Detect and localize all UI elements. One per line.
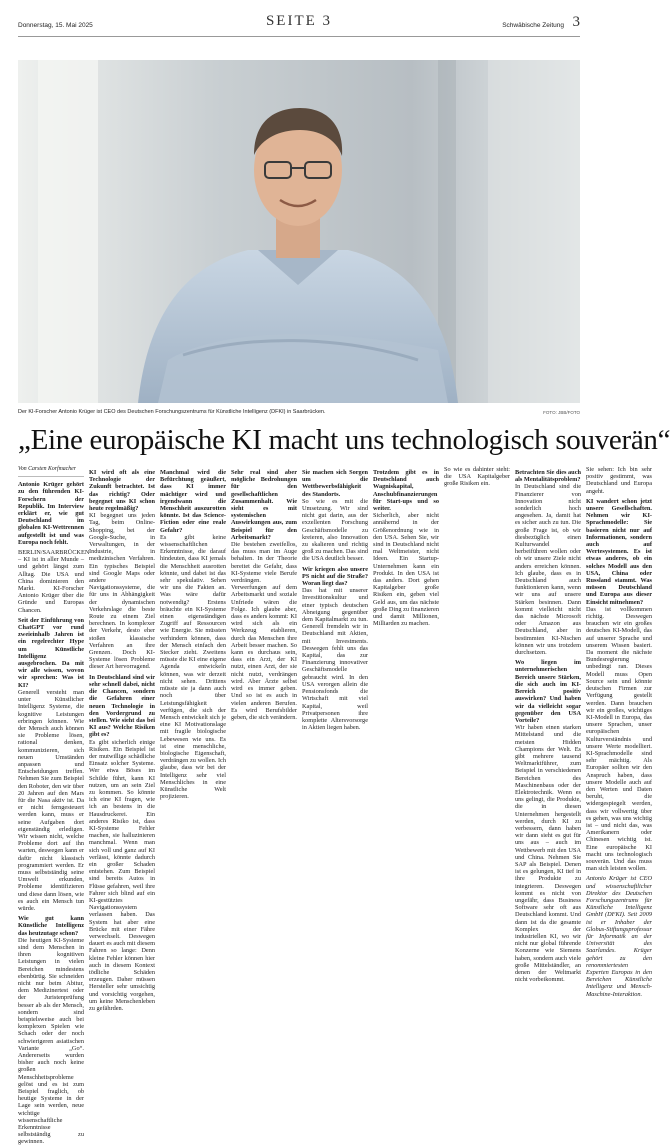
answer: Es gibt keine wissenschaftlichen Erkenntnisse, die darauf hindeuten, dass KI jemals die Menschheit ausrotten könnte, und dabei ist das sehr spekulativ. Sehen wir uns die Fakten an. Was wäre dafür notwendig? Erstens bräuchte ein KI-Systeme einen eigenständigen Zugriff auf Ressourcen wie Energie. Sie müssten verhindern können, dass der Mensch einfach den Stecker zieht. Zweitens müsste die KI eine eigene Agenda entwickeln können, was wir derzeit nicht sehen. Drittens müsste sie ja dann auch noch über Leistungsfähigkeit verfügen, die sich der Mensch entwickelt sich je eine KI Motivationslage mit fragile biologische Lebewesen wie uns. Es ist eine menschliche, biologische Eigenschaft, verdrängen zu wollen. Ich glaube, dass wir bei der Intelligenz sehr viel Menschliches in eine Künstliche Welt projizieren. bbox=[160, 533, 226, 801]
article-column-9 bbox=[586, 466, 652, 998]
question: Wie gut kann Künstliche Intelligenz das heutzutage schon? bbox=[18, 915, 84, 937]
question: Wo liegen im unternehmerischen Bereich unsere Stärken, die sich auch im KI-Bereich positiv auswirken? Und haben wir da vielleicht sogar gegenüber den USA Vorteile? bbox=[515, 659, 581, 724]
answer: Die bestehen zweifellos, das muss man im Auge behalten. In der Theorie bereitet die Gefahr, dass KI-Systeme viele Berufe verdrängen. Verwerfungen auf dem Arbeitsmarkt und soziale Unfriede wären die Folge. Ich glaube aber, dass es anders kommt: KI wird sich als ein Werkzeug etablieren, durch das Menschen ihre Arbeit besser machen. So kann es durchaus sein, dass ein Arzt, der KI nutzt, einen Arzt, der sie nicht nutzt, verdrängen wird. Aber Ärzte selbst wird es immer geben. Und so ist es auch in vielen anderen Berufen. Es wird Berufsbilder geben, die sich verändern. bbox=[231, 541, 297, 721]
photo-caption: Der KI-Forscher Antonio Krüger ist CEO des Deutschen Forschungszentrums für Künstliche Intelligenz (DFKI) in Saarbrücken. bbox=[18, 409, 326, 415]
answer: Das ist vollkommen richtig. Deswegen brauchen wir ein großes deutsches KI-Modell, das auf unserer Sprache und unserem Wissen basiert. Da moment die nächste Bundesregierung unbedingt ran. Dieses Modell muss Open Source sein und könnte deutschen Firmen zur Verfügung gestellt werden. Dann brauchen wir ein großes, wichtiges KI-Modell in Europa, das unsere Sprachen, unser europäischen Kulturverständnis und unsere Werte modelliert. KI-Sprachmodelle sind sehr mächtig. Als Europäer sollten wir den Anspruch haben, dass unsere Modelle auch auf den Werten und Daten beruht, die widergespiegelt werden, dass wir vollwertig über es gehen, was uns wichtig ist – und nicht das, was Amerikanern oder Chinesen wichtig ist. Eine europäische KI macht uns technologisch souverän. Und das muss man sich leisten wollen. bbox=[586, 605, 652, 873]
question: KI wird oft als eine Technologie der Zukunft betrachtet. Ist das richtig? Oder begegnet uns KI schon heute regelmäßig? bbox=[89, 469, 155, 513]
question: In Deutschland sind wir sehr schnell dabei, nicht die Chancen, sondern die Gefahren einer neuen Technologie in den Vordergrund zu stellen. Wie sieht das bei KI aus? Welche Risiken gibt es? bbox=[89, 673, 155, 739]
portrait-illustration bbox=[18, 60, 580, 403]
answer: Es gibt sicherlich einige Risiken. Ein Beispiel ist der mutwillige schädliche Einsatz solcher Systeme. Wer etwa Böses im Schilde führt, kann KI nutzen, um an sein Ziel zu kommen. So könnte ich eine KI fragen, wie ich an bestens in die Hausdruckerei. Ein anderes Risiko ist, dass KI-Systeme Fehler machen, sie halluzinieren manchmal. Wenn man sich voll und ganz auf KI verlässt, könnte dadurch ein großer Schaden entstehen. Zum Beispiel sind bereits Autos in Flüsse gefahren, weil ihre Fahrer sich blind auf ein KI-gestütztes Navigationssystem verlassen haben. Das System hat aber eine Brücke mit einer Fähre verwechselt. Deswegen dauert es auch mit diesem Fahren so lange: Denn kleine Fehler können hier auch in diesem Kontext tödliche Schäden erzeugen. Daher müssen Hersteller sehr umsichtig und vorsichtig vorgehen, um keine Menschenleben zu gefährden. bbox=[89, 738, 155, 1013]
article-column-7 bbox=[444, 466, 510, 866]
article-column-1 bbox=[18, 466, 90, 1146]
answer: So wie es mit die Umsetzung. Wir sind nicht gut darin, aus der exzellenten Forschung Geschäftsmodelle zu kreieren, also Innovation zu skalieren und richtig groß zu machen. Das sind die USA deutlich besser. bbox=[302, 497, 368, 563]
issue-date: Donnerstag, 15. Mai 2025 bbox=[18, 22, 93, 29]
page-number: 3 bbox=[572, 14, 580, 30]
author-bio: Antonio Krüger ist CEO und wissenschaftlicher Direktor des Deutschen Forschungszentrums für Künstliche Intelligenz GmbH (DFKI). Seit 2009 ist er Inhaber der Globus-Stiftungsprofessur für Informatik an der Universität des Saarlandes. Krüger gehört zu den renommiertesten Experten Europas in den Bereichen Künstliche Intelligenz und Mensch-Maschine-Interaktion. bbox=[586, 875, 652, 998]
article-column-6 bbox=[373, 466, 439, 866]
question: Sie machen sich Sorgen um die Wettbewerbsfähigkeit des Standorts. bbox=[302, 469, 368, 498]
answer: Die heutigen KI-Systeme sind dem Menschen in ihren kognitiven Leistungen in vielen Bereichen mindestens ebenbürtig. Sie schneiden nicht nur beim Abitur, dem Medizinertest oder der Juristenprüfung besser ab als der Mensch, sondern sind beispielsweise auch bei komplexen Spielen wie Schach oder der noch schwierigeren asiatischen Variante „Go“. Andererseits wurden bisher auch noch keine großen Menschheitsprobleme gelöst und es ist zum Beispiel fraglich, ob heutige Systeme in der Lage sein werden, neue wichtige wissenschaftliche Erkenntnisse selbstständig zu gewinnen. bbox=[18, 936, 84, 1146]
article-body bbox=[18, 466, 652, 1146]
article-headline: „Eine europäische KI macht uns technologisch souverän“ bbox=[18, 424, 670, 456]
intro-paragraph: BERLIN/SAARBRÜCKEN – KI ist in aller Munde – und gehört längst zum Alltag. Die USA und China dominieren den Markt. KI-Forscher Antonio Krüger über die Gründe und Europas Chancen. bbox=[18, 549, 90, 614]
section-title: SEITE 3 bbox=[265, 13, 333, 29]
question: Manchmal wird die Befürchtung geäußert, dass KI immer mächtiger wird und irgendwann die Menschheit auszurotten könnte. Ist das Science-Fiction oder eine reale Gefahr? bbox=[160, 469, 226, 534]
newspaper-name: Schwäbische Zeitung bbox=[502, 22, 564, 29]
answer: So wie es dahinter steht: die USA Kapitalgeber große Risiken ein. bbox=[444, 466, 510, 488]
question: Trotzdem gibt es in Deutschland auch Wagniskapital, Anschubfinanzierungen für Start-ups und so weiter. bbox=[373, 469, 439, 513]
article-column-3 bbox=[160, 466, 226, 866]
byline: Von Carsten Korfmacher bbox=[18, 466, 84, 477]
question: Betrachten Sie dies auch als Mentalitätsproblem? bbox=[515, 469, 581, 484]
article-column-2 bbox=[89, 466, 155, 1013]
header-rule bbox=[18, 36, 580, 37]
answer: Sicherlich, aber nicht annähernd in der Größenordnung wie in den USA. Sehen Sie, wir sind in Deutschland nicht mal Weltmeister, nicht Ideen. Ein Startup-Unternehmen kann ein Produkt. In den USA ist das anders. Dort gehen Kapitalgeber große Risiken ein, geben viel Geld aus, um das nächste große Ding zu finanzieren und damit Millionen, Milliarden zu machen. bbox=[373, 512, 439, 628]
photo-credit: FOTO: JBB/FOTO bbox=[543, 410, 580, 415]
article-lead: Antonio Krüger gehört zu den führenden KI-Forschern der Republik. Im Interview erklärt er, wie gut Deutschland im globalen KI-Wettrennen aufgestellt ist und was Europa noch fehlt. bbox=[18, 481, 84, 546]
question: Seit der Einführung von ChatGPT vor rund zweieinhalb Jahren ist ein regelrechter Hype um Künstliche Intelligenz ausgebrochen. Da mit wir alle wissen, wovon wir sprechen: Was ist KI? bbox=[18, 616, 84, 689]
question: KI wandert schon jetzt unsere Gesellschaften. Nehmen wir KI-Sprachmodelle: Sie basieren nicht nur auf Informationen, sondern auch auf Wertesystemen. Es ist etwas anderes, ob ein solches Modell aus den USA, China oder Russland stammt. Was müssen Deutschland und Europa aus dieser Einsicht mitnehmen? bbox=[586, 497, 652, 606]
answer: Wir haben einen starken Mittelstand und die meisten Hidden Champions der Welt. Es gibt mehrere tausend Weltmarktführer, zum Beispiel in verschiedenen Bereichen des Maschinenbaus oder der Elektrotechnik. Wenn es uns gelingt, die Produkte, die in diesen Unternehmen hergestellt werden, durch KI zu verbessern, dann haben wir dann sieht es gut für uns aus – auch im Wettbewerb mit den USA und China. Nehmen Sie SAP als Beispiel. Denen ist es gelungen, KI tief in ihre Produkte zu integrieren. Deswegen kommt es nicht von ungefähr, dass Business Software sehr oft aus Deutschland kommt. Und dann ist da die gesamte Komplex der industriellen KI, wo wir nicht nur global führende Konzerne wie Siemens haben, sondern auch viele große Mittelständler, an denen der Weltmarkt nicht vorbeikommt. bbox=[515, 724, 581, 984]
article-column-4 bbox=[231, 466, 297, 866]
article-column-8 bbox=[515, 466, 581, 984]
question: Sehr real sind aber mögliche Bedrohungen für den gesellschaftlichen Zusammenhalt. Wie sieht es mit systemischen Auswirkungen aus, zum Beispiel für den Arbeitsmarkt? bbox=[231, 469, 297, 541]
article-column-5 bbox=[302, 466, 368, 866]
answer: KI begegnet uns jeden Tag, beim Online-Shopping, bei der Google-Suche, in Verwaltungen, in der Industrie, in medizinischen Verfahren. Ein typisches Beispiel sind Google Maps oder andere Navigationssysteme, die für uns in Abhängigkeit der dynamischen Verkehrslage die beste Route zu einem Ziel berechnen. In komplexer der Verkehr, desto eher stoßen klassische Verfahren an ihre Grenzen. Doch KI-Systeme lösen Probleme dieser Art hervorragend. bbox=[89, 512, 155, 671]
portrait-photo bbox=[18, 60, 580, 403]
answer: Das hat mit unserer Investitionskultur und einer typisch deutschen Abneigung gegenüber dem Kapitalmarkt zu tun. Generell fremdeln wir in Deutschland mit Aktien, mit Investments. Deswegen fehlt uns das Kapital, das zur Finanzierung innovativer Geschäftsmodelle gebraucht wird. In den USA verorgen allein die Pensionsfonds die Wirtschaft mit viel Kapital, weil Privatpersonen ihre komplette Altersvorsorge in Aktien liegen haben. bbox=[302, 587, 368, 732]
page-header bbox=[18, 0, 580, 44]
answer: Generell versteht man unter Künstlicher Intelligenz Systeme, die kognitive Leistungen erbringen können. Wie der Mensch auch können sie Probleme lösen, rational denken, kommunizieren, sich neuen Umständen anpassen und Entscheidungen treffen. Nehmen Sie zum Beispiel den Roboter, den wir über 20 Jahren auf den Mars für die Nasa aktiv ist. Da er nicht ferngesteuert werden kann, muss er seine Aufgaben dort eigenständig erledigen. Wir wissen nicht, welche Probleme dort auf ihn warten, deswegen kann er dafür nicht klassisch programmiert werden. Er muss selbstständig seine Umwelt erkunden, Probleme identifizieren und diese dann lösen, wie es auch ein Mensch tun würde. bbox=[18, 688, 84, 912]
answer: Sie sehen: Ich bin sehr positiv gestimmt, was Deutschland und Europa angeht. bbox=[586, 466, 652, 495]
question: Wir kriegen also unsere PS nicht auf die Straße? Woran liegt das? bbox=[302, 565, 368, 588]
answer: In Deutschland sind die Finanzierer von Innovation nicht sonderlich hoch angesehen. Ja, damit hat es sicher auch zu tun. Die große Frage ist, ob wir diesbezüglich einen Kulturwandel herbeiführen wollen oder ob wir unsere Ziele nicht anders erreichen können. Ich glaube, dass es in Deutschland auch funktionieren kann, wenn wir uns auf unsere Stärken besinnen. Dann kommt vielleicht nicht das nächste Microsoft oder Amazon aus Deutschland, aber in bestimmten KI-Nischen können wir uns trotzdem durchsetzen. bbox=[515, 483, 581, 657]
